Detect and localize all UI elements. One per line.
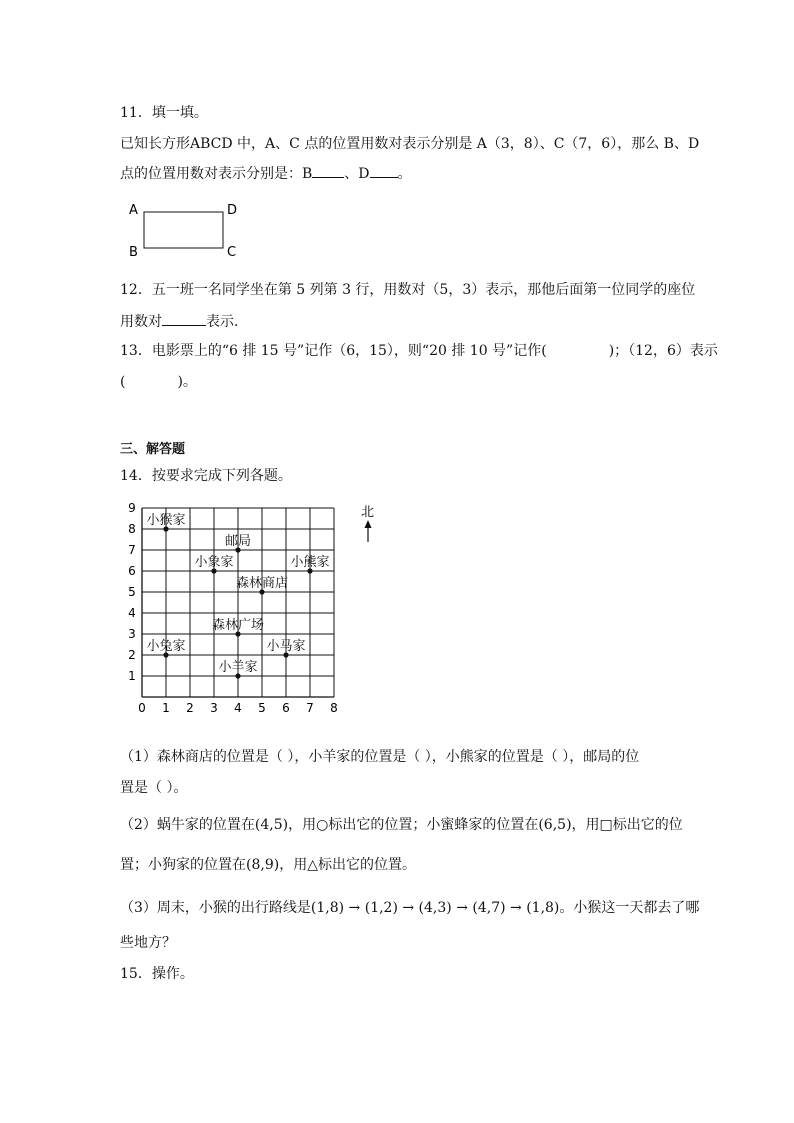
q13-text-line1-a: 13．电影票上的“6 排 15 号”记作（6，15），则“20 排 10 号”记作( xyxy=(120,343,547,359)
north-arrow-head xyxy=(365,520,372,528)
place-label: 小马家 xyxy=(266,639,306,654)
q14-sub2-line2 xyxy=(120,855,416,875)
y-tick-label: 1 xyxy=(128,669,136,683)
label-a: A xyxy=(129,203,138,218)
rectangle-abcd xyxy=(144,212,223,248)
q11-text-line2-c: 。 xyxy=(397,166,412,182)
q13-text-line2 xyxy=(120,372,197,392)
place-label: 小羊家 xyxy=(218,660,258,675)
q14-sub2-text-c: ，用□标出它的位 xyxy=(571,817,683,833)
q11-text-line2 xyxy=(120,163,412,184)
q14-sub2-text-d: 置；小狗家的位置在 xyxy=(120,857,246,873)
q11-title: 11．填一填。 xyxy=(120,105,208,121)
x-tick-label: 4 xyxy=(234,701,242,715)
q13-text-line1-b: )；（12，6）表示 xyxy=(608,343,718,359)
answer-blank-seat[interactable] xyxy=(162,311,206,326)
q14-sub2-coord-dog: (8,9) xyxy=(246,857,280,873)
q12-text-line1: 12．五一班一名同学坐在第 5 列第 3 行，用数对（5，3）表示，那他后面第一位同学的座位 xyxy=(120,282,696,298)
q12-text-line2-b: 表示． xyxy=(206,314,248,330)
q14-sub3-route: (1,8) → (1,2) → (4,3) → (4,7) → (1,8) xyxy=(310,900,560,916)
x-tick-label: 1 xyxy=(162,701,170,715)
label-b: B xyxy=(129,245,138,260)
y-tick-label: 9 xyxy=(128,501,136,515)
answer-blank-d[interactable] xyxy=(370,163,398,178)
x-tick-label: 7 xyxy=(306,701,314,715)
north-arrow xyxy=(354,500,384,546)
north-label: 北 xyxy=(361,505,375,520)
q13-text-line2-b: )。 xyxy=(177,374,197,390)
q11-text-line1: 已知长方形ABCD 中，A、C 点的位置用数对表示分别是 A（3，8）、C（7，6），那么 B、D xyxy=(120,136,700,152)
place-label: 小兔家 xyxy=(146,639,186,654)
rectangle-abcd-figure xyxy=(120,196,250,266)
q14-sub2-line1 xyxy=(120,815,683,835)
q14-sub2-text-a: （2）蜗牛家的位置在 xyxy=(120,817,255,833)
q14-sub3-text-a: （3）周末，小猴的出行路线是 xyxy=(120,900,311,916)
q13-text-line2-a: ( xyxy=(120,374,126,390)
place-label: 森林商店 xyxy=(235,576,289,591)
place-label: 森林广场 xyxy=(211,618,265,633)
q14-sub3-text-b: 。小猴这一天都去了哪 xyxy=(559,900,700,916)
label-d: D xyxy=(227,203,238,218)
q14-sub1-line1: （1）森林商店的位置是（ ），小羊家的位置是（ ），小熊家的位置是（ ），邮局的位 xyxy=(120,749,640,765)
q13-text-line1 xyxy=(120,341,718,361)
q14-sub3-line1 xyxy=(120,898,699,918)
q12-text-line2 xyxy=(120,311,248,332)
coordinate-grid-map xyxy=(118,500,348,726)
place-label: 小猴家 xyxy=(146,513,186,528)
x-tick-label: 8 xyxy=(330,701,338,715)
q11-text-line2-a: 点的位置用数对表示分别是：B xyxy=(120,166,313,182)
q14-sub2-text-e: ，用△标出它的位置。 xyxy=(279,857,416,873)
q14-sub2-coord-bee: (6,5) xyxy=(538,817,572,833)
section-title: 三、解答题 xyxy=(120,442,186,457)
place-label: 小象家 xyxy=(194,555,234,570)
q12-text-line2-a: 用数对 xyxy=(120,314,162,330)
place-label: 小熊家 xyxy=(290,555,330,570)
q14-title: 14．按要求完成下列各题。 xyxy=(120,468,292,484)
q11-text-line2-b: 、D xyxy=(344,166,370,182)
answer-blank-b[interactable] xyxy=(312,163,344,178)
y-tick-label: 4 xyxy=(128,606,136,620)
y-tick-label: 3 xyxy=(128,627,136,641)
x-tick-label: 0 xyxy=(138,701,146,715)
label-c: C xyxy=(227,245,237,260)
q15-title: 15．操作。 xyxy=(120,966,194,982)
y-tick-label: 8 xyxy=(128,522,136,536)
y-tick-label: 7 xyxy=(128,543,136,557)
x-tick-label: 3 xyxy=(210,701,218,715)
x-tick-label: 2 xyxy=(186,701,194,715)
q14-sub3-line2: 些地方？ xyxy=(120,935,176,951)
q14-sub2-text-b: ，用○标出它的位置；小蜜蜂家的位置在 xyxy=(288,817,539,833)
x-tick-label: 6 xyxy=(282,701,290,715)
y-tick-label: 5 xyxy=(128,585,136,599)
y-tick-label: 2 xyxy=(128,648,136,662)
y-tick-label: 6 xyxy=(128,564,136,578)
q14-sub1-line2: 置是（ ）。 xyxy=(120,780,188,796)
q14-sub2-coord-snail: (4,5) xyxy=(254,817,289,833)
x-tick-label: 5 xyxy=(258,701,266,715)
place-label: 邮局 xyxy=(224,534,252,549)
